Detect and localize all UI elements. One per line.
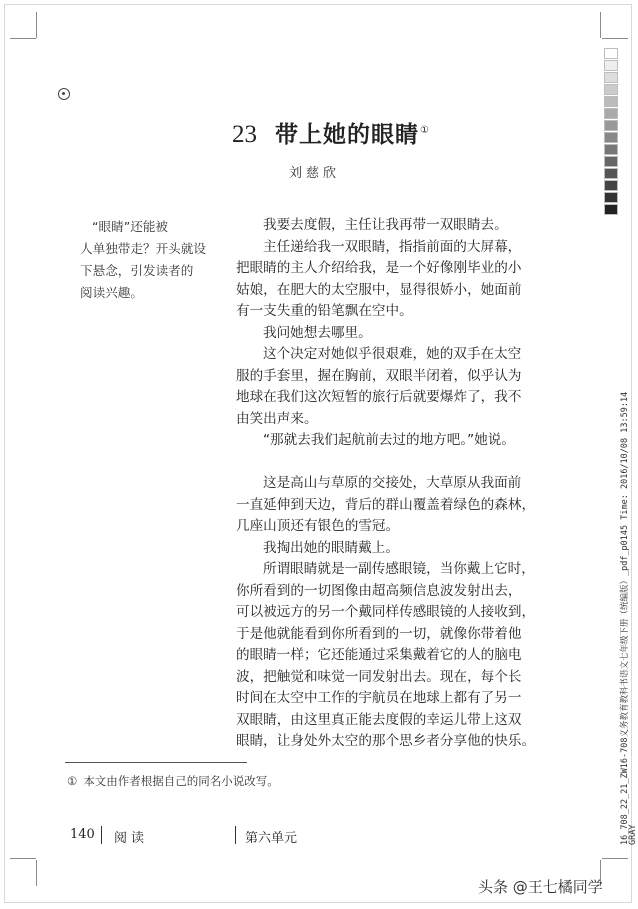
- footnote: [67, 773, 279, 789]
- footer-divider: [101, 826, 102, 844]
- crop-mark: [36, 860, 37, 886]
- body-line: 我问她想去哪里。: [263, 324, 372, 341]
- body-line: 几座山顶还有银色的雪冠。: [236, 518, 400, 534]
- print-color-mode: GRAY: [628, 824, 638, 845]
- lesson-title: [232, 116, 429, 149]
- annotation-line: 阅读兴趣。: [80, 285, 143, 300]
- crop-mark: [600, 12, 601, 38]
- lesson-title-text: 带上她的眼睛: [275, 122, 419, 148]
- body-line: 可以被远方的另一个戴同样传感眼镜的人接收到，: [236, 604, 536, 620]
- body-line: 所谓眼睛就是一副传感眼镜，当你戴上它时，: [263, 561, 535, 577]
- annotation-line: 下悬念，引发读者的: [80, 263, 194, 278]
- body-line: 有一支失重的铅笔飘在空中。: [236, 303, 413, 319]
- footnote-ref[interactable]: ①: [420, 125, 429, 137]
- footer-divider: [235, 826, 236, 844]
- crop-mark: [602, 858, 628, 859]
- color-calibration-bar: [604, 48, 618, 216]
- body-line: 姑娘，在肥大的太空服中，显得很娇小，她面前: [236, 281, 522, 298]
- section-label: 阅读: [114, 831, 149, 846]
- body-line: “那就去我们起航前去过的地方吧。”她说。: [263, 432, 515, 448]
- crop-mark: [602, 38, 628, 39]
- footnote-divider: [65, 762, 247, 763]
- body-line: 这个决定对她似乎很艰难，她的双手在太空: [263, 346, 522, 362]
- body-line: 把眼睛的主人介绍给我，是一个好像刚毕业的小: [236, 260, 522, 276]
- body-line: 眼睛，让身处外太空的那个思乡者分享他的快乐。: [236, 733, 536, 749]
- body-line: 双眼睛，由这里真正能去度假的幸运儿带上这双: [236, 711, 522, 728]
- lesson-number: 23: [232, 121, 257, 148]
- body-line: 一直延伸到天边，背后的群山覆盖着绿色的森林，: [236, 496, 536, 513]
- print-metadata: 16_708_22_21_ZW16-708义务教育教科书语文七年级下册（统编版）_pdf_p0145 Time: 2016/10/08 13:59:14: [620, 391, 630, 845]
- article-body: [236, 215, 596, 753]
- body-line: 主任递给我一双眼睛，指指前面的大屏幕，: [263, 238, 522, 255]
- body-line: 于是他就能看到你所看到的一切，就像你带着他: [236, 625, 522, 642]
- crop-mark: [10, 38, 36, 39]
- crop-mark: [10, 858, 36, 859]
- page-number: 140: [70, 827, 95, 842]
- body-line: 你所看到的一切图像由超高频信息波发射出去，: [236, 582, 522, 599]
- footnote-text: 本文由作者根据自己的同名小说改写。: [83, 774, 279, 788]
- footnote-marker: ①: [67, 774, 78, 788]
- crop-mark: [36, 12, 37, 38]
- unit-label: 第六单元: [245, 831, 298, 846]
- body-line: 我要去度假，主任让我再带一双眼睛去。: [263, 217, 508, 233]
- author-name: 刘慈欣: [289, 166, 341, 181]
- body-line: 服的手套里，握在胸前，双眼半闭着，似乎认为: [236, 367, 522, 384]
- annotation-line: “眼睛”还能被: [92, 219, 169, 234]
- body-line: 我掏出她的眼睛戴上。: [263, 539, 399, 556]
- registration-mark-icon: [58, 88, 70, 100]
- body-line: 由笑出声来。: [236, 410, 318, 427]
- margin-annotation: [80, 216, 206, 304]
- body-line: 地球在我们这次短暂的旅行后就要爆炸了，我不: [236, 389, 522, 405]
- body-line: 时间在太空中工作的宇航员在地球上都有了另一: [236, 690, 522, 706]
- annotation-line: 人单独带走？开头就设: [80, 241, 206, 256]
- watermark: 头条 @王七橘同学: [478, 878, 603, 896]
- body-line: 的眼睛一样；它还能通过采集戴着它的人的脑电: [236, 647, 522, 663]
- body-line: 这是高山与草原的交接处，大草原从我面前: [263, 475, 522, 491]
- body-line: 波，把触觉和味觉一同发射出去。现在，每个长: [236, 668, 522, 685]
